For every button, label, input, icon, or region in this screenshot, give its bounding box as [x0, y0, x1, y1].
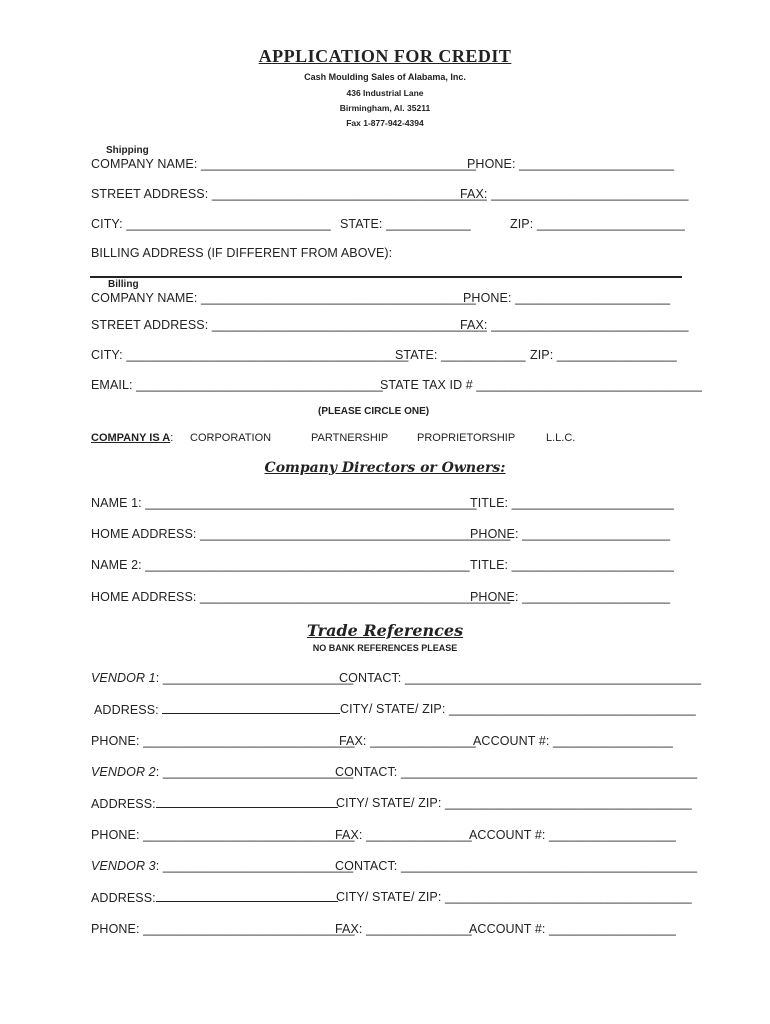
director-phone-1-field[interactable]: PHONE: _____________________: [470, 527, 671, 541]
billing-city-field[interactable]: CITY: ________________________________________: [91, 348, 409, 362]
vendor-3-field[interactable]: : ___________________________: [155, 859, 354, 873]
shipping-street-field[interactable]: STREET ADDRESS: _______________________________________: [91, 187, 487, 201]
circle-one-note: (PLEASE CIRCLE ONE): [318, 406, 430, 417]
director-name-1-field[interactable]: NAME 1: _______________________________________________: [91, 496, 477, 510]
company-is-label: COMPANY IS A: [91, 432, 171, 444]
billing-phone-field[interactable]: PHONE: ______________________: [463, 291, 671, 305]
vendor-3-phone-field[interactable]: PHONE: ______________________________: [91, 922, 355, 936]
vendor-1-phone-field[interactable]: PHONE: ______________________________: [91, 734, 355, 748]
vendor-3-fax-field[interactable]: FAX: _______________: [335, 922, 472, 936]
shipping-company-name-field[interactable]: COMPANY NAME: _______________________________________: [91, 157, 477, 171]
director-phone-2-field[interactable]: PHONE: _____________________: [470, 590, 671, 604]
director-title-2-field[interactable]: TITLE: _______________________: [470, 558, 674, 572]
company-address: 436 Industrial Lane: [346, 88, 424, 98]
vendor-2-fax-field[interactable]: FAX: _______________: [335, 828, 472, 842]
shipping-phone-field[interactable]: PHONE: ______________________: [467, 157, 675, 171]
billing-email-field[interactable]: EMAIL: ___________________________________: [91, 378, 383, 392]
vendor-1-fax-field[interactable]: FAX: _______________: [339, 734, 476, 748]
option-partnership[interactable]: PARTNERSHIP: [311, 432, 389, 444]
billing-label: Billing: [108, 279, 139, 290]
address-1-label: ADDRESS:: [94, 703, 159, 717]
no-bank-references-note: NO BANK REFERENCES PLEASE: [312, 643, 458, 653]
billing-address-note: BILLING ADDRESS (IF DIFFERENT FROM ABOVE):: [91, 246, 393, 260]
vendor-1-account-field[interactable]: ACCOUNT #: _________________: [473, 734, 673, 748]
vendor-1-row[interactable]: [91, 671, 353, 685]
company-type-row: [91, 432, 173, 444]
company-city: Birmingham, Al. 35211: [339, 103, 431, 113]
vendor-2-phone-field[interactable]: PHONE: ______________________________: [91, 828, 355, 842]
option-corporation[interactable]: CORPORATION: [190, 432, 272, 444]
vendor-2-row[interactable]: [91, 765, 353, 779]
director-home-2-field[interactable]: HOME ADDRESS: ____________________________________________: [91, 590, 511, 604]
vendor-3-row[interactable]: [91, 859, 353, 873]
billing-company-name-field[interactable]: COMPANY NAME: _______________________________________: [91, 291, 477, 305]
vendor-2-account-field[interactable]: ACCOUNT #: __________________: [469, 828, 676, 842]
contact-1-field[interactable]: CONTACT: __________________________________________: [339, 671, 702, 685]
director-home-1-field[interactable]: HOME ADDRESS: ____________________________________________: [91, 527, 511, 541]
address-2-field[interactable]: [156, 796, 338, 808]
company-name: Cash Moulding Sales of Alabama, Inc.: [304, 72, 466, 82]
billing-street-field[interactable]: STREET ADDRESS: _______________________________________: [91, 318, 487, 332]
form-title: APPLICATION FOR CREDIT: [258, 46, 512, 66]
address-2-label: ADDRESS:: [91, 797, 156, 811]
contact-3-field[interactable]: CONTACT: __________________________________________: [335, 859, 698, 873]
director-name-2-field[interactable]: NAME 2: ______________________________________________: [91, 558, 470, 572]
city-state-zip-2-field[interactable]: CITY/ STATE/ ZIP: ___________________________________: [336, 796, 692, 810]
billing-state-field[interactable]: STATE: ____________: [395, 348, 526, 362]
shipping-city-field[interactable]: CITY: _____________________________: [91, 217, 331, 231]
city-state-zip-1-field[interactable]: CITY/ STATE/ ZIP: ___________________________________: [340, 702, 696, 716]
vendor-1-field[interactable]: : ___________________________: [155, 671, 354, 685]
shipping-zip-field[interactable]: ZIP: _____________________: [510, 217, 685, 231]
shipping-fax-field[interactable]: FAX: ____________________________: [460, 187, 689, 201]
company-fax: Fax 1-877-942-4394: [346, 118, 424, 128]
billing-fax-field[interactable]: FAX: ____________________________: [460, 318, 689, 332]
vendor-1-label: VENDOR 1: [91, 671, 156, 685]
vendor-1-address-row[interactable]: [94, 702, 340, 717]
address-3-field[interactable]: [156, 890, 338, 902]
vendor-2-address-row[interactable]: [91, 796, 338, 811]
director-title-1-field[interactable]: TITLE: _______________________: [470, 496, 674, 510]
vendor-3-label: VENDOR 3: [91, 859, 156, 873]
shipping-state-field[interactable]: STATE: ____________: [340, 217, 471, 231]
trade-references-heading: Trade References: [306, 621, 464, 640]
city-state-zip-3-field[interactable]: CITY/ STATE/ ZIP: ___________________________________: [336, 890, 692, 904]
address-1-field[interactable]: [162, 702, 340, 714]
vendor-3-address-row[interactable]: [91, 890, 338, 905]
state-tax-id-field[interactable]: STATE TAX ID # ________________________________: [380, 378, 703, 392]
address-3-label: ADDRESS:: [91, 891, 156, 905]
option-proprietorship[interactable]: PROPRIETORSHIP: [417, 432, 516, 444]
vendor-2-field[interactable]: : ___________________________: [155, 765, 354, 779]
company-is-colon: :: [170, 432, 174, 444]
option-llc[interactable]: L.L.C.: [546, 432, 576, 444]
contact-2-field[interactable]: CONTACT: __________________________________________: [335, 765, 698, 779]
directors-heading: Company Directors or Owners:: [264, 460, 506, 476]
billing-zip-field[interactable]: ZIP: _________________: [530, 348, 677, 362]
vendor-3-account-field[interactable]: ACCOUNT #: __________________: [469, 922, 676, 936]
shipping-label: Shipping: [106, 145, 149, 156]
vendor-2-label: VENDOR 2: [91, 765, 156, 779]
section-divider: [90, 276, 682, 278]
